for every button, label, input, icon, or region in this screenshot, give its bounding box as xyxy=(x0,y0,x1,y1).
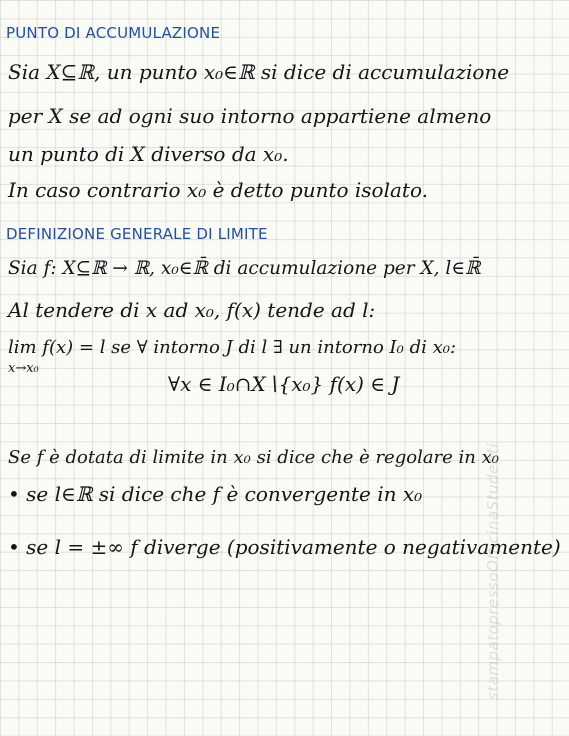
text-line: In caso contrario x₀ è detto punto isolato. xyxy=(8,178,428,202)
text-line: Al tendere di x ad x₀, f(x) tende ad l: xyxy=(8,298,376,322)
bullet-divergent: • se l = ±∞ f diverge (positivamente o negativamente) xyxy=(8,535,561,559)
text-line: Sia f: X⊆ℝ → ℝ, x₀∈ℝ̄ di accumulazione per X, l∈ℝ̄ xyxy=(8,258,481,279)
limit-subscript: x→x₀ xyxy=(8,361,39,376)
watermark: stampatopressoOfficinaStudenti xyxy=(484,443,502,700)
heading-definizione-limite: DEFINIZIONE GENERALE DI LIMITE xyxy=(6,225,268,243)
heading-punto-accumulazione: PUNTO DI ACCUMULAZIONE xyxy=(6,24,221,42)
text-line: Se f è dotata di limite in x₀ si dice che è regolare in x₀ xyxy=(8,447,499,468)
bullet-convergent: • se l∈ℝ si dice che f è convergente in x₀ xyxy=(8,482,423,506)
limit-definition-line: lim f(x) = l se ∀ intorno J di l ∃ un intorno I₀ di x₀: xyxy=(8,337,457,358)
text-line: un punto di X diverso da x₀. xyxy=(8,142,289,166)
limit-condition: ∀x ∈ I₀∩X∖{x₀} f(x) ∈ J xyxy=(168,372,400,396)
text-line: per X se ad ogni suo intorno appartiene almeno xyxy=(8,104,492,128)
text-line: Sia X⊆ℝ, un punto x₀∈ℝ si dice di accumulazione xyxy=(8,60,510,84)
